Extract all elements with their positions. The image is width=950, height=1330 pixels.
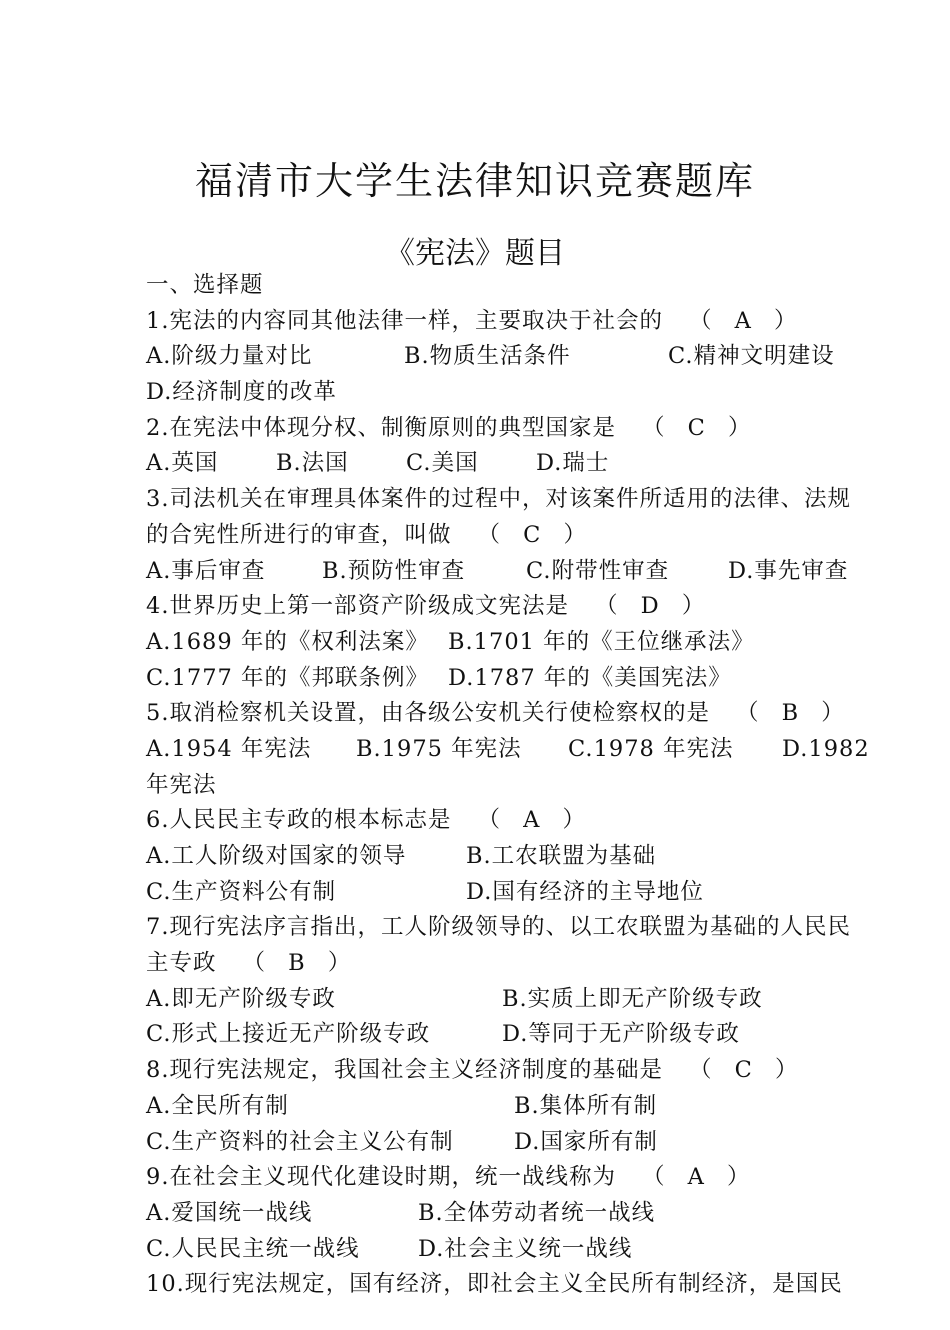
question-stem: 7.现行宪法序言指出，工人阶级领导的、以工农联盟为基础的人民民	[146, 914, 851, 941]
option: B.法国	[276, 450, 349, 477]
question-stem: 4.世界历史上第一部资产阶级成文宪法是 （ D ）	[146, 589, 858, 625]
question-stem: 6.人民民主专政的根本标志是 （ A ）	[146, 803, 858, 839]
option-row	[146, 1196, 858, 1232]
option: C.人民民主统一战线	[146, 1235, 360, 1262]
answer-key: （ D ）	[594, 593, 713, 620]
option: A.全民所有制	[146, 1092, 289, 1119]
option-row	[146, 446, 858, 482]
question-stem: 的合宪性所进行的审查，叫做 （ C ）	[146, 518, 858, 554]
answer-key: （ A ）	[641, 1164, 758, 1191]
option: C.生产资料的社会主义公有制	[146, 1128, 454, 1155]
page-subtitle: 《宪法》题目	[385, 236, 565, 271]
option: C.1777 年的《邦联条例》	[146, 664, 429, 691]
option: D.1982	[782, 735, 870, 762]
question-stem: 10.现行宪法规定，国有经济，即社会主义全民所有制经济，是国民	[146, 1271, 843, 1298]
option-row	[146, 554, 858, 590]
option: C.形式上接近无产阶级专政	[146, 1021, 431, 1048]
option: C.附带性审查	[526, 557, 670, 584]
answer-key: （ B ）	[242, 950, 359, 977]
option: B.1975 年宪法	[356, 735, 522, 762]
option-row	[146, 1089, 858, 1125]
option-row	[146, 982, 858, 1018]
option-row	[146, 732, 870, 768]
question-list	[146, 268, 870, 1303]
option: A.工人阶级对国家的领导	[146, 843, 407, 869]
option-row	[146, 1125, 858, 1161]
option-continuation: 年宪法	[146, 771, 217, 798]
question-stem: 主专政 （ B ）	[146, 946, 858, 982]
option: A.爱国统一战线	[146, 1199, 313, 1226]
question-stem: 9.在社会主义现代化建设时期，统一战线称为 （ A ）	[146, 1160, 858, 1196]
option: A.1954 年宪法	[146, 735, 312, 762]
option-row	[146, 839, 858, 875]
option: B.集体所有制	[514, 1092, 658, 1119]
option: B.实质上即无产阶级专政	[502, 985, 763, 1012]
answer-key: （ B ）	[735, 700, 852, 727]
option: C.精神文明建设	[668, 343, 835, 370]
page-title: 福清市大学生法律知识竞赛题库	[194, 159, 755, 203]
option: D.1787 年的《美国宪法》	[448, 664, 732, 691]
option-row	[146, 1017, 858, 1053]
option: D.社会主义统一战线	[418, 1235, 633, 1262]
question-stem: 2.在宪法中体现分权、制衡原则的典型国家是 （ C ）	[146, 411, 858, 447]
option-row	[146, 661, 858, 697]
section-heading: 一、选择题	[146, 272, 264, 298]
option: A.事后审查	[146, 557, 266, 584]
option: B.物质生活条件	[404, 343, 571, 370]
option-row	[146, 1232, 858, 1268]
answer-key: （ C ）	[641, 414, 759, 441]
option: B.全体劳动者统一战线	[418, 1199, 656, 1226]
option: D.瑞士	[536, 450, 610, 477]
option: A.阶级力量对比	[146, 343, 313, 370]
option: A.英国	[146, 450, 219, 477]
option: D.国家所有制	[514, 1128, 658, 1155]
question-stem: 3.司法机关在审理具体案件的过程中，对该案件所适用的法律、法规	[146, 486, 851, 513]
option: D.事先审查	[728, 557, 849, 584]
answer-key: （ C ）	[477, 521, 595, 548]
option: B.工农联盟为基础	[466, 843, 657, 869]
option: B.预防性审查	[322, 557, 466, 584]
option: D.等同于无产阶级专政	[502, 1021, 740, 1048]
option: A.即无产阶级专政	[146, 985, 336, 1012]
option: C.生产资料公有制	[146, 878, 337, 905]
question-stem: 5.取消检察机关设置，由各级公安机关行使检察权的是 （ B ）	[146, 696, 858, 732]
option: C.美国	[406, 450, 479, 477]
option: D.经济制度的改革	[146, 379, 337, 406]
answer-key: （ A ）	[688, 307, 805, 334]
option: C.1978 年宪法	[568, 735, 734, 762]
option: A.1689 年的《权利法案》	[146, 628, 429, 655]
question-stem: 1.宪法的内容同其他法律一样，主要取决于社会的 （ A ）	[146, 304, 858, 340]
answer-key: （ A ）	[477, 807, 594, 834]
option-row	[146, 625, 858, 661]
option-row	[146, 875, 858, 911]
question-stem: 8.现行宪法规定，我国社会主义经济制度的基础是 （ C ）	[146, 1053, 858, 1089]
option-row	[146, 339, 858, 375]
option: D.国有经济的主导地位	[466, 878, 704, 905]
option-row	[146, 375, 858, 411]
option-row	[146, 768, 858, 804]
option: B.1701 年的《王位继承法》	[448, 628, 755, 655]
answer-key: （ C ）	[688, 1057, 806, 1084]
